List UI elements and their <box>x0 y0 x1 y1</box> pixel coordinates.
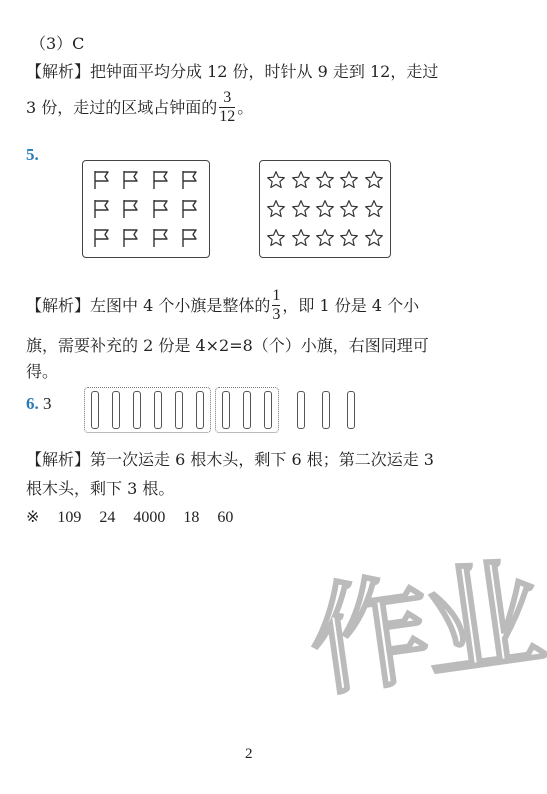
star-icon <box>337 165 361 194</box>
star-icon <box>313 165 337 194</box>
flag-icon <box>176 165 206 194</box>
star-icon <box>264 165 288 194</box>
stick <box>175 391 183 429</box>
analysis-3-line-2: 根木头，剩下 3 根。 <box>26 479 175 498</box>
fraction-numerator: 3 <box>223 89 232 106</box>
analysis-text: 。 <box>237 97 254 117</box>
flag-box <box>82 160 210 258</box>
watermark-text: 作业 <box>301 544 547 715</box>
star-icon <box>313 224 337 253</box>
value-1: 109 <box>57 509 82 526</box>
fraction-numerator: 1 <box>272 287 281 304</box>
flag-icon <box>146 194 176 223</box>
analysis-text: 3 份，走过的区域占钟面的 <box>26 97 218 117</box>
page-number: 2 <box>245 746 253 762</box>
stick <box>112 391 120 429</box>
star-icon <box>362 165 386 194</box>
analysis-2-line-3: 得。 <box>26 362 59 381</box>
analysis-text: ，即 1 份是 4 个小 <box>282 295 420 315</box>
analysis-text: 第一次运走 6 根木头，剩下 6 根；第二次运走 3 <box>90 450 434 469</box>
star-icon <box>362 224 386 253</box>
stick <box>91 391 99 429</box>
flag-icon <box>87 224 117 253</box>
value-2: 24 <box>99 509 116 526</box>
stick <box>133 391 141 429</box>
fraction-denominator: 3 <box>272 306 281 323</box>
fraction-1-3 <box>272 288 280 323</box>
analysis-2-line-2: 旗，需要补充的 2 份是 4×2=8（个）小旗，右图同理可 <box>26 336 429 355</box>
star-icon <box>337 224 361 253</box>
analysis-text: 左图中 4 个小旗是整体的 <box>90 295 271 315</box>
analysis-3-line-1 <box>26 450 434 470</box>
stick <box>222 391 230 429</box>
analysis-tag: 【解析】 <box>26 62 91 81</box>
fraction-denominator: 12 <box>219 108 236 125</box>
star-icon <box>264 194 288 223</box>
stick <box>264 391 272 429</box>
analysis-tag: 【解析】 <box>26 450 91 469</box>
star-box <box>259 160 391 258</box>
star-icon <box>337 194 361 223</box>
stick <box>347 391 355 429</box>
analysis-tag: 【解析】 <box>26 295 91 315</box>
flag-icon <box>87 165 117 194</box>
sticks-diagram <box>84 387 355 433</box>
question-number-5: 5. <box>26 145 39 164</box>
stick-group-second-trip <box>215 387 279 433</box>
flag-icon <box>117 165 147 194</box>
reference-mark: ※ <box>26 509 40 526</box>
fraction-3-12 <box>219 90 235 125</box>
q6-line <box>26 394 52 414</box>
value-3: 4000 <box>133 509 166 526</box>
star-icon <box>264 224 288 253</box>
star-icon <box>362 194 386 223</box>
stick-group-first-trip <box>84 387 211 433</box>
q3-answer: （3）C <box>30 34 85 53</box>
analysis-1-line-2 <box>26 90 253 125</box>
stick-group-remaining <box>297 391 355 429</box>
extra-values-line <box>26 508 233 528</box>
flag-icon <box>146 224 176 253</box>
stick <box>154 391 162 429</box>
flag-icon <box>117 194 147 223</box>
star-icon <box>288 194 312 223</box>
star-icon <box>288 165 312 194</box>
analysis-1-line-1 <box>26 62 438 82</box>
flag-icon <box>146 165 176 194</box>
analysis-2-line-1 <box>26 288 419 323</box>
stick <box>243 391 251 429</box>
star-icon <box>313 194 337 223</box>
stick <box>297 391 305 429</box>
flag-icon <box>117 224 147 253</box>
q6-answer: 3 <box>43 394 52 413</box>
value-4: 18 <box>183 509 200 526</box>
flag-icon <box>176 224 206 253</box>
star-icon <box>288 224 312 253</box>
stick <box>322 391 330 429</box>
question-number-6: 6. <box>26 394 39 413</box>
flag-icon <box>87 194 117 223</box>
analysis-text: 把钟面平均分成 12 份，时针从 9 走到 12，走过 <box>90 62 439 81</box>
flag-icon <box>176 194 206 223</box>
stick <box>196 391 204 429</box>
value-5: 60 <box>217 509 234 526</box>
